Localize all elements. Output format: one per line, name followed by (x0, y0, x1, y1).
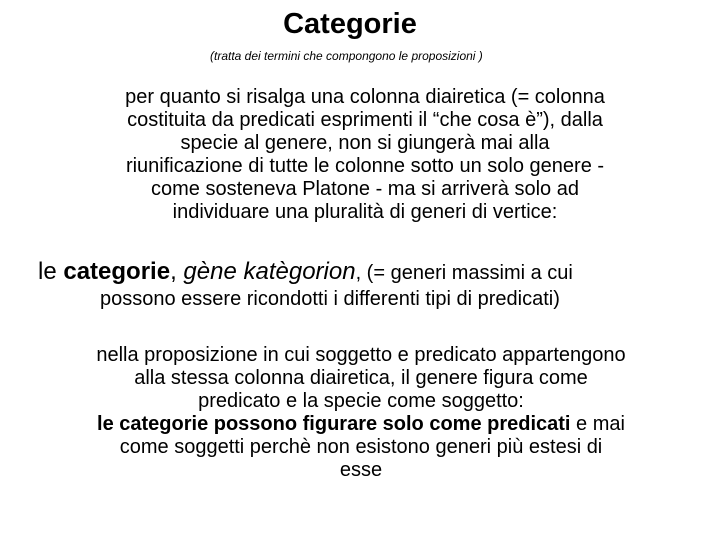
term-gene-kategorion: gène katègorion (183, 258, 356, 285)
paragraph-diairetic-column (50, 86, 680, 224)
bold-statement: le categorie possono figurare solo come predicati (97, 413, 571, 435)
paragraph-categories-definition (38, 258, 688, 313)
paragraph-line: nella proposizione in cui soggetto e predicato appartengono (96, 344, 626, 366)
paragraph-line: specie al genere, non si giungerà mai alla (180, 132, 550, 154)
paragraph-line: come sosteneva Platone - ma si arriverà solo ad (151, 178, 579, 200)
paragraph-line: individuare una pluralità di generi di vertice: (172, 201, 558, 223)
term-categorie: categorie (63, 258, 171, 285)
paragraph-line: possono essere ricondotti i differenti tipi di predicati) (100, 288, 560, 310)
paragraph-line: costituita da predicati esprimenti il “che cosa è”), dalla (127, 109, 603, 131)
slide-title: Categorie (283, 8, 417, 40)
text-le: le (38, 258, 64, 285)
text-comma: , (170, 258, 184, 285)
paragraph-proposition (36, 344, 686, 482)
paragraph-line: esse (339, 459, 383, 481)
paragraph-line: riunificazione di tutte le colonne sotto un solo genere - (125, 155, 605, 177)
paragraph-line: per quanto si risalga una colonna diairetica (= colonna (125, 86, 605, 108)
text-after-bold: e mai (570, 413, 625, 435)
slide-subtitle: (tratta dei termini che compongono le proposizioni ) (210, 49, 483, 63)
paragraph-line: predicato e la specie come soggetto: (198, 390, 524, 412)
paragraph-line: come soggetti perchè non esistono generi più estesi di (119, 436, 603, 458)
text-definition: , (= generi massimi a cui (355, 262, 573, 284)
paragraph-line: alla stessa colonna diairetica, il genere figura come (134, 367, 588, 389)
